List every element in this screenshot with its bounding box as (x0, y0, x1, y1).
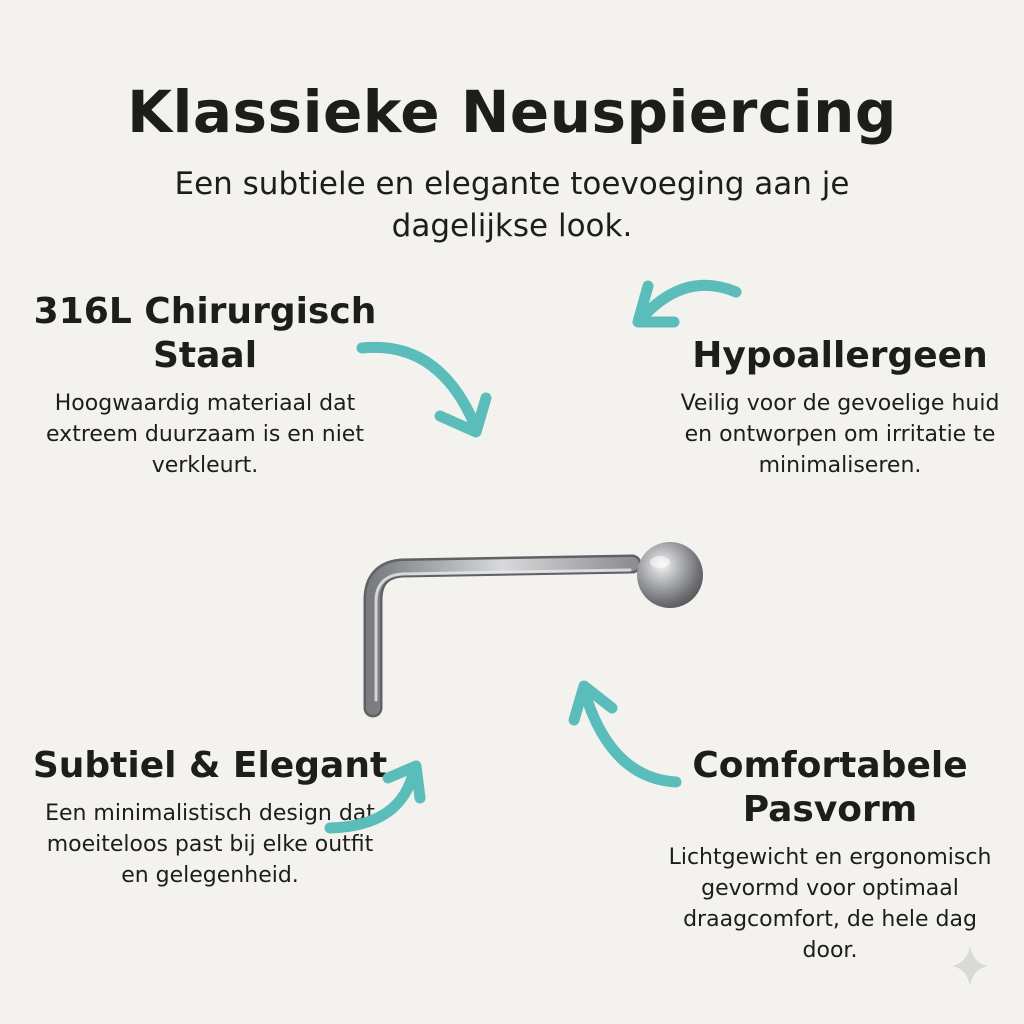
feature-steel-title: 316L Chirurgisch Staal (33, 291, 377, 376)
curved-arrow-icon (362, 347, 486, 432)
curved-arrow-icon (574, 686, 676, 782)
feature-comfort-description: Lichtgewicht en ergonomisch gevormd voor optimaal draagcomfort, de hele dag door. (668, 845, 992, 963)
page-subtitle: Een subtiele en elegante toevoeging aan je dagelijkse look. (174, 166, 850, 244)
curved-arrow-icon (638, 285, 736, 322)
feature-subtle-title: Subtiel & Elegant (32, 745, 388, 786)
feature-hypoallergenic-title: Hypoallergeen (692, 335, 988, 376)
sparkle-icon (952, 946, 988, 986)
feature-hypoallergenic-description: Veilig voor de gevoelige huid en ontworpen om irritatie te minimaliseren. (680, 391, 1000, 478)
feature-subtle-description: Een minimalistisch design dat moeiteloos past bij elke outfit en gelegenheid. (45, 801, 375, 888)
feature-steel-description: Hoogwaardig materiaal dat extreem duurzaam is en niet verkleurt. (46, 391, 364, 478)
page-title: Klassieke Neuspiercing (127, 78, 897, 146)
feature-comfort-title: Comfortabele Pasvorm (692, 745, 968, 830)
curved-arrow-icon (330, 766, 420, 828)
nose-stud-illustration (373, 542, 703, 708)
